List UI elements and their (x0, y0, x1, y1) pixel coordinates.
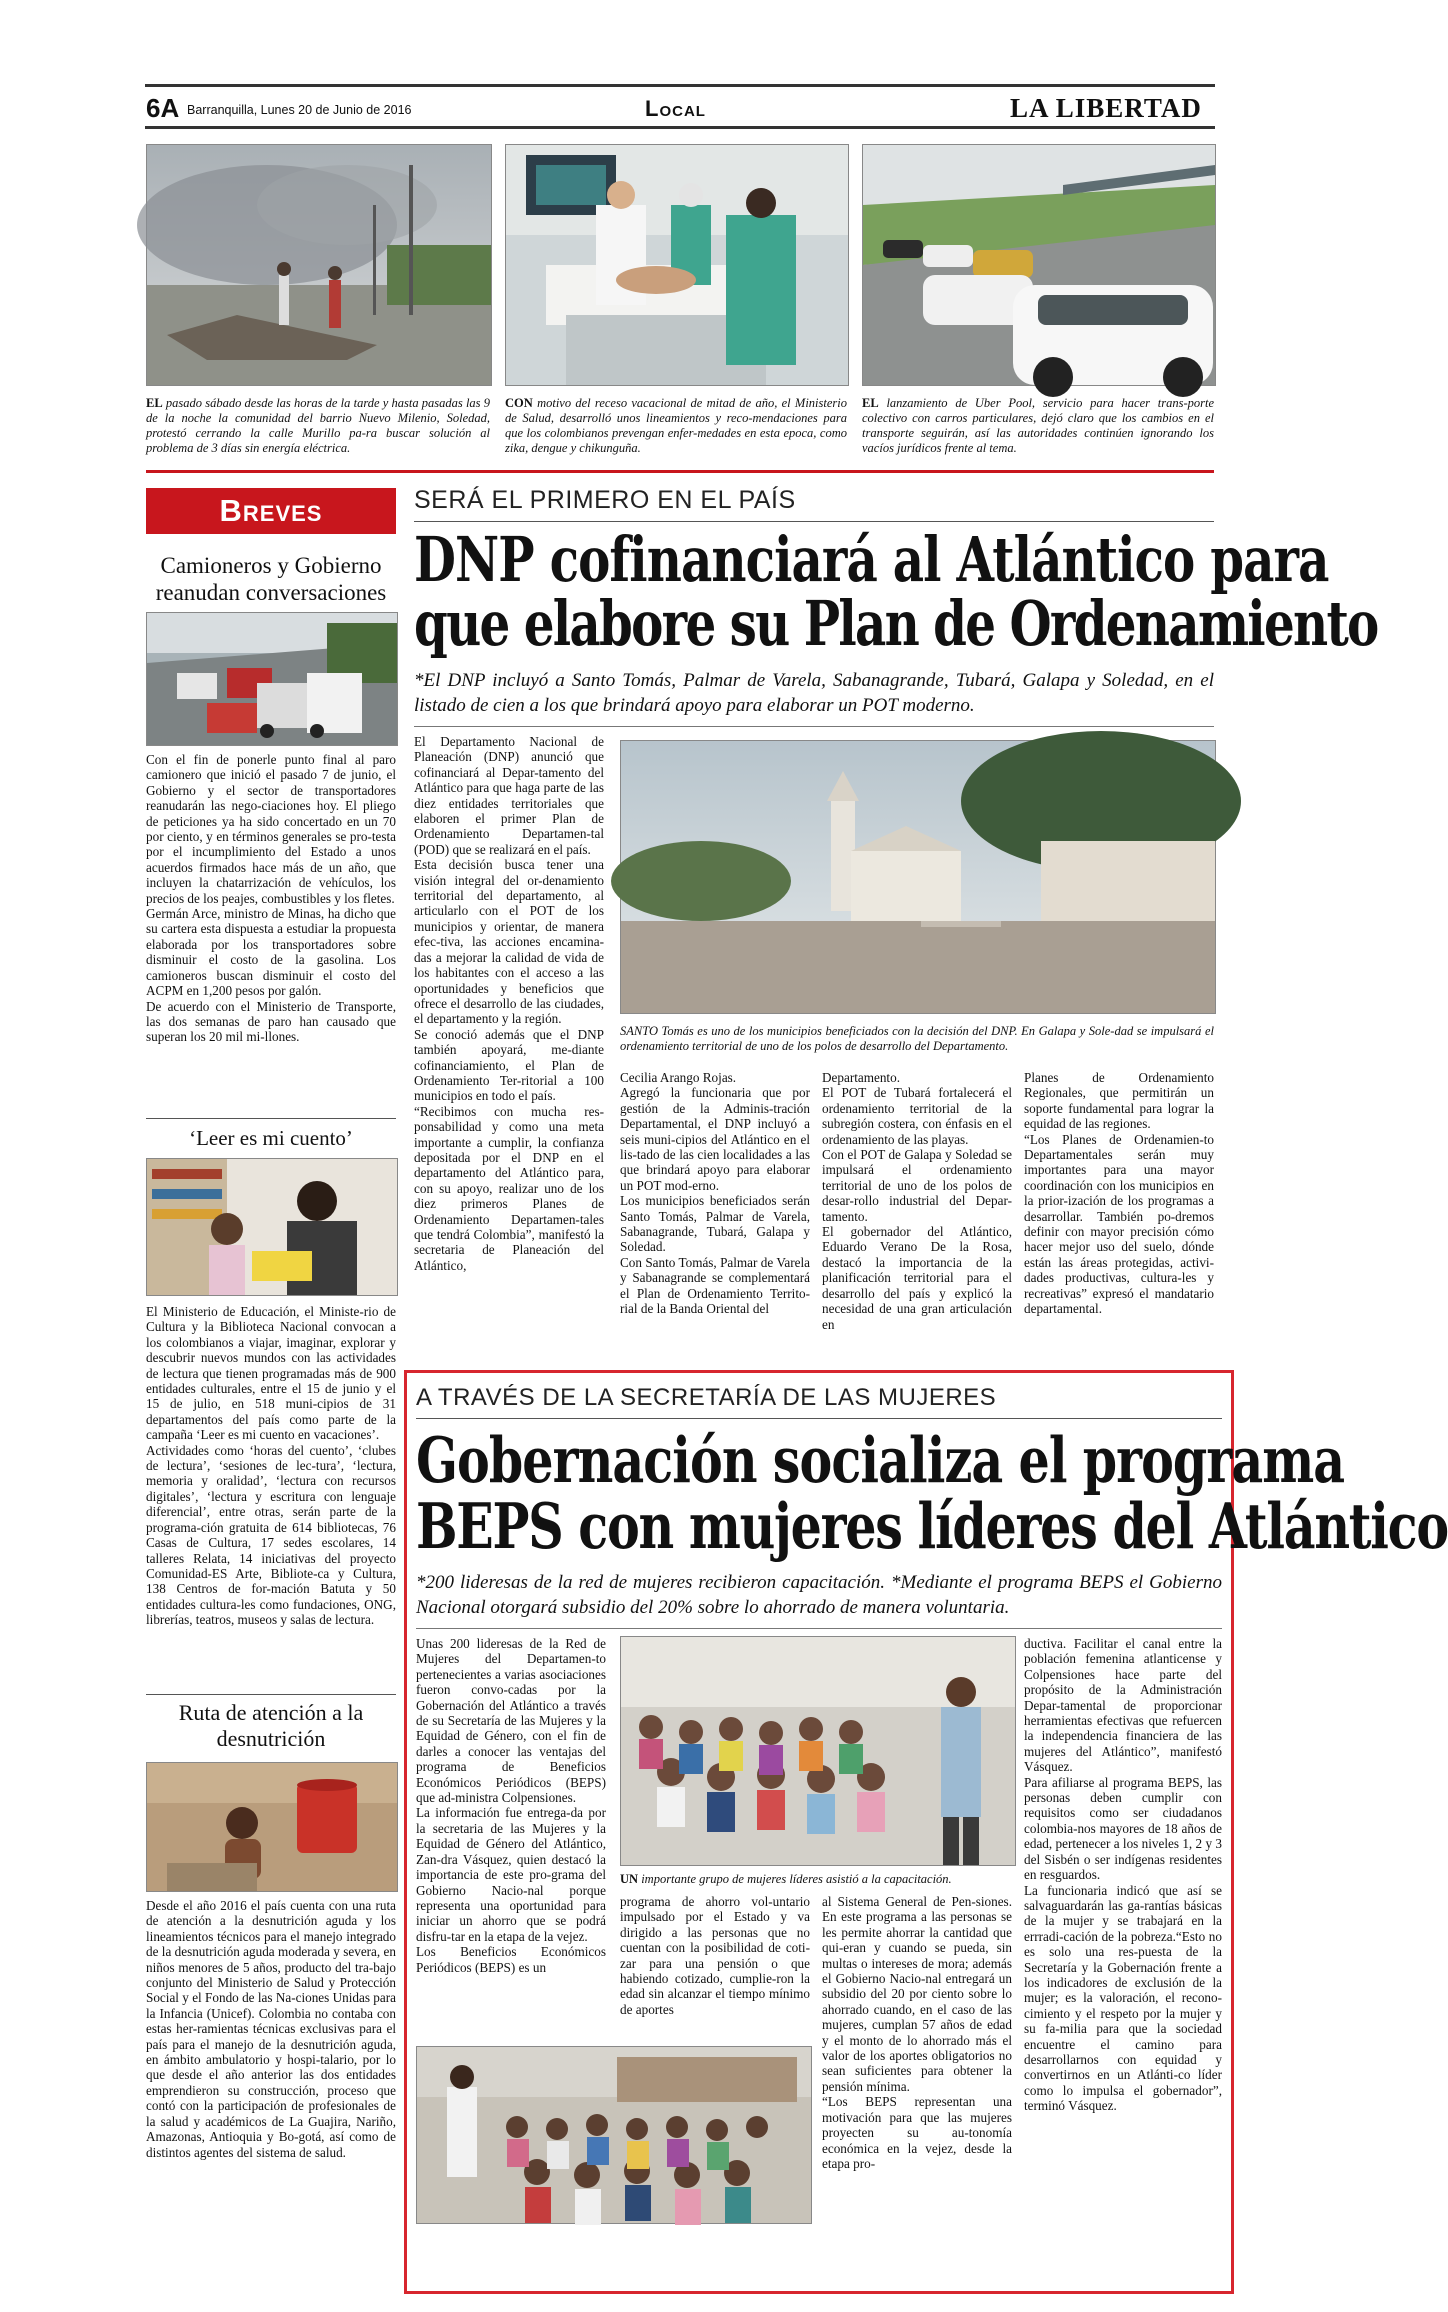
top-section-red-rule (146, 470, 1214, 473)
dateline: Barranquilla, Lunes 20 de Junio de 2016 (187, 103, 412, 117)
trucks-photo (146, 612, 398, 746)
article2-headline-line1: Gobernación socializa el programa (416, 1423, 1345, 1497)
article1-kicker-rule (414, 521, 1214, 522)
article1-col3: Departamento. El POT de Tubará fortalecerá el ordenamiento territorial de la subregión costera, con énfasis en el ordenamiento de las playas. Con el POT de Galapa y Soledad se impulsará el ordenamiento territorial de uno de los polos de desar-rollo industrial del Depar-tamento. El gobernador del Atlántico, Eduardo Verano De la Rosa, destacó la importancia de la planificación territorial para el desarrollo del país y explicó la necesidad de una gran articulación en (822, 1070, 1012, 1332)
brief-body-malnutrition: Desde el año 2016 el país cuenta con una ruta de atención a la desnutrición aguda y los lineamientos técnicos para el manejo integrado de la desnutrición aguda moderada y severa, en niños menores de 5 años, producto del tra-bajo conjunto del Ministerio de Salud y Protección Social y el Fondo de las Na-ciones Unidas para la Infancia (Unicef). Colombia no contaba con estas her-ramientas técnicas exclusivas para el país para el manejo de la desnutrición aguda, en ámbito ambulatorio y hospi-talario, por lo que desde el año anterior las dos entidades emprendieron su construcción, proceso que contó con la participación de profesionales de la salud y académicos de La Guajira, Nariño, Amazonas, Antioquia y Bo-gotá, así como de distintos agentes del sistema de salud. (146, 1898, 396, 2160)
brief-divider-2 (146, 1694, 396, 1695)
article1-col4: Planes de Ordenamiento Regionales, que permitirán un soporte fundamental para lograr la equidad de las regiones. “Los Planes de Ordenamien-to Departamentales serán muy importantes para una mayor coordinación con los municipios en la prior-ización de los programas a desarrollar. También po-dremos definir con mayor precisión cómo hacer mejor uso del suelo, dónde están las áreas protegidas, activi-dades productivas, cultura-les y recreativas” expresó el mandatario departamental. (1024, 1070, 1214, 1317)
women-leaders-caption: UN importante grupo de mujeres líderes asistió a la capacitación. (620, 1872, 952, 1886)
article2-col4: ductiva. Facilitar el canal entre la población femenina atlanticense y Colpensiones hace parte del propósito de la Administración Depar-tamental de proporcionar herramientas efectivas que refuercen la independencia financiera de las mujeres del Atlántico”, manifestó Vásquez. Para afiliarse al programa BEPS, las personas deben cumplir con requisitos como ser ciudadanos colombia-nos mayores de 18 años de edad, pertenecer a los niveles 1, 2 y 3 del Sisbén o ser indígenas residentes en resguardos. La funcionaria indicó que así se salvaguardarán las ga-rantías básicas de la mujer y se trabajará en la errradi-cación de la pobreza.“Esto no es solo una res-puesta de la Secretaría y la Gobernación frente a los indicadores de exclusión de la mujer; es la valoración, el recono-cimiento y el respeto por la mujer y su fa-milia para que la sociedad encuentre el camino para desarrollarnos con equidad y convertirnos en un Atlánti-co líder como lo impulsa el gobernador”, terminó Vásquez. (1024, 1636, 1222, 2114)
child-photo (146, 1762, 398, 1892)
article1-col1: El Departamento Nacional de Planeación (DNP) anunció que cofinanciará al Depar-tamento del Atlántico para que haga parte de las diez entidades territoriales que elaboren el primer Plan de Ordenamiento Departamen-tal (POD) que se realizará en el país. Esta decisión busca tener una visión integral del or-denamiento territorial del departamento, al articularlo con el POT de los municipios y orientar, de manera efec-tiva, las acciones encamina-das a mejorar la calidad de vida de los habitantes con el acceso a las oportunidades y beneficios que ofrece el desarrollo de las ciudades, el departamento y la región. Se conoció además que el DNP también apoyará, me-diante cofinanciamiento, el Plan de Ordenamiento Ter-ritorial a 100 municipios en todo el país. “Recibimos con mucha res-ponsabilidad y como una meta importante a cumplir, la confianza depositada por el DNP en el departamento del Atlántico para, con su apoyo, realizar uno de los diez primeros Planes de Ordenamiento Departamen-tales que tendrá Colombia”, manifestó la secretaria de Planeación del Atlántico, (414, 734, 604, 1273)
santo-tomas-caption: SANTO Tomás es uno de los municipios beneficiados con la decisión del DNP. En Galapa y Sole-dad se impulsará el ordenamiento territorial de uno de los polos de desarrollo del Departamento. (620, 1024, 1214, 1053)
newspaper-name: LA LIBERTAD (1010, 93, 1202, 123)
article2-col3: al Sistema General de Pen-siones. En este programa a las personas se les permite ahorrar la cantidad que qui-eran y cuando se pueda, sin multas o intereses de mora; además el Gobierno Nacio-nal entregará un subsidio del 20 por ciento sobre lo ahorrado cuando, en el caso de las mujeres, cumplan 57 años de edad y el monto de lo ahorrado más el valor de los aportes obligatorios no sean suficientes para obtener la pensión mínima. “Los BEPS representan una motivación para que las mujeres proyecten su au-tonomía económica en la vejez, desde la etapa pro- (822, 1894, 1012, 2171)
uber-cars-photo (862, 144, 1216, 386)
section-name: Local (645, 96, 706, 121)
brief-title-malnutrition: Ruta de atención a la desnutrición (178, 1700, 364, 1751)
brief-title-truckers: Camioneros y Gobierno reanudan conversaciones (155, 553, 387, 605)
article2-col1: Unas 200 lideresas de la Red de Mujeres del Departamen-to pertenecientes a varias asociaciones fueron convo-cadas por la Gobernación del Atlántico a través de su Secretaría de las Mujeres y la Equidad de Género, con el fin de darles a conocer las ventajas del programa de Beneficios Económicos Periódicos (BEPS) que ad-ministra Colpensiones. La información fue entrega-da por la secretaria de las Mujeres y la Equidad de Género del Atlántico, Zan-dra Vásquez, quien destacó la importancia de este pro-grama del Gobierno Nacio-nal porque representa una oportunidad para iniciar un ahorro que se podrá disfru-tar en la etapa de la vejez. Los Beneficios Económicos Periódicos (BEPS) es un (416, 1636, 606, 1975)
article1-deck-rule (414, 726, 1214, 727)
article2-kicker-rule (416, 1418, 1222, 1419)
brief-body-truckers: Con el fin de ponerle punto final al paro camionero que inició el pasado 7 de junio, el Gobierno y el sector de transportadores reanudarán las nego-ciaciones hoy. El pliego de peticiones ya ha sido concertado en un 70 por ciento, y en términos generales se pro-testa por el incumplimiento del Estado a unos acuerdos firmados hace más de un año, que incluyen la chatarrización de vehículos, los precios de los peajes, combustibles y los fletes. Germán Arce, ministro de Minas, ha dicho que su cartera esta dispuesta a estudiar la propuesta elaborada por los transportadores sobre disminuir el costo de la gasolina. Los camioneros buscan disminuir el costo del ACPM en 1,200 pesos por galón. De acuerdo con el Ministerio de Transporte, las dos semanas de paro han causado que superan los 20 mil mi-llones. (146, 752, 396, 1045)
brief-title-reading: ‘Leer es mi cuento’ (189, 1126, 353, 1150)
masthead-top-rule (145, 84, 1215, 87)
protest-photo (146, 144, 492, 386)
article1-headline-line1: DNP cofinanciará al Atlántico para (414, 523, 1329, 596)
article1-deck: *El DNP incluyó a Santo Tomás, Palmar de Varela, Sabanagrande, Tubará, Galapa y Soledad, en el listado de cien a los que brindará apoyo para elaborar un POT moderno. (414, 670, 1214, 716)
brief-body-reading: El Ministerio de Educación, el Ministe-rio de Cultura y la Biblioteca Nacional convocan a los colombianos a viajar, imaginar, explorar y descubrir nuevos mundos con las actividades de lectura que tienen programadas más de 900 entidades culturales, entre el 15 de junio y el 15 de julio, en 518 muni-cipios de 31 departamentos del país como parte de la campaña ‘Leer es mi cuento en vacaciones’. Actividades como ‘horas del cuento’, ‘clubes de lectura’, ‘sesiones de lec-tura’, ‘lectura, memoria y oralidad’, ‘lectura con recursos digitales’, ‘lectura y escritura con lenguaje diferencial’, entre otras, serán parte de la programa-ción gratuita de 614 bibliotecas, 76 Casas de Cultura, 17 sedes escolares, 14 talleres Relata, 14 iniciativas del proyecto Comunidad-ES Arte, Bibliote-ca y Cultura, 138 Centros de for-mación Batuta y 50 entidades cultura-les como fundaciones, ONG, librerías, teatros, museos y salas de lectura. (146, 1304, 396, 1628)
article1-col2: Cecilia Arango Rojas. Agregó la funcionaria que por gestión de la Adminis-tración Departamental, el DNP incluyó a seis muni-cipios del Atlántico en el lis-tado de las cien localidades a las que brindará apoyo para elaborar un POT mod-erno. Los municipios beneficiados serán Santo Tomás, Palmar de Varela, Sabanagrande, Tubará, Galapa y Soledad. Con Santo Tomás, Palmar de Varela y Sabanagrande se complementará el Plan de Ordenamiento Territo-rial de la Banda Oriental del (620, 1070, 810, 1317)
briefs-label: Breves (219, 493, 323, 528)
women-leaders-photo (620, 1636, 1016, 1866)
reading-photo (146, 1158, 398, 1296)
training-session-photo (416, 2046, 812, 2224)
article2-kicker: A TRAVÉS DE LA SECRETARÍA DE LAS MUJERES (416, 1384, 997, 1411)
santo-tomas-photo (620, 740, 1216, 1014)
article1-kicker: SERÁ EL PRIMERO EN EL PAÍS (414, 486, 796, 514)
article2-deck: *200 lideresas de la red de mujeres recibieron capacitación. *Mediante el programa BEPS el Gobierno Nacional otorgará subsidio del 20% sobre lo ahorrado de manera voluntaria. (416, 1572, 1222, 1618)
masthead-bottom-rule (145, 126, 1215, 129)
article2-headline-line2: BEPS con mujeres líderes del Atlántico (416, 1489, 1448, 1563)
protest-caption: EL pasado sábado desde las horas de la tarde y hasta pasadas las 9 de la noche la comunidad del barrio Nuevo Milenio, Soledad, protestó cerrando la calle Murillo pa-ra buscar solución al problema de 3 días sin energía eléctrica. (146, 396, 490, 455)
article1-headline-line2: que elabore su Plan de Ordenamiento (414, 587, 1378, 660)
hospital-caption: CON motivo del receso vacacional de mitad de año, el Ministerio de Salud, desarrolló unos lineamientos y reco-mendaciones para que los colombianos prevengan enfer-medades en esta epoca, como zika, dengue y chikunguña. (505, 396, 847, 455)
hospital-photo (505, 144, 849, 386)
page-number: 6A (146, 93, 180, 123)
article2-col2: programa de ahorro vol-untario impulsado por el Estado y va dirigido a las personas que no cuentan con la posibilidad de coti-zar para una pensión o que habiendo cotizado, cumplie-ron la edad sin alcanzar el tiempo mínimo de aportes (620, 1894, 810, 2017)
uber-caption: EL lanzamiento de Uber Pool, servicio para hacer trans-porte colectivo con carros particulares, dejó claro que los cambios en el transporte seguirán, así las autoridades continúen ignorando los vacíos jurídicos frente al tema. (862, 396, 1214, 455)
article2-deck-rule (416, 1628, 1222, 1629)
brief-divider-1 (146, 1118, 396, 1119)
briefs-banner (146, 488, 396, 534)
